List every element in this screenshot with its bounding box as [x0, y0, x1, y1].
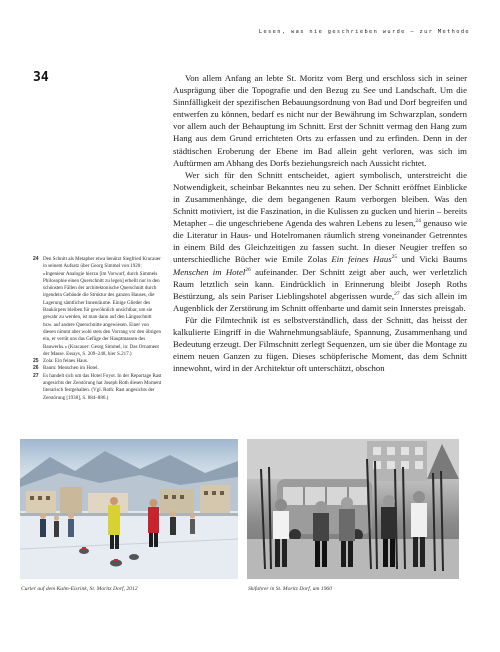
footnote-text: Baum: Menschen im Hotel.: [43, 365, 99, 372]
footnote-text: Zola: Ein feines Haus.: [43, 358, 89, 365]
footnote-ref-26[interactable]: 26: [245, 266, 251, 273]
footnote-text: Den Schnitt als Metapher etwa benützt Siegfried Kracauer in seinem Aufsatz über Georg Simmel von 1920: »Ingenieur Analogie hierzu [im Vorwurf, durch Simmels Philosophie einen Querschnitt zu legen] erhellt nur in den schönsten Fällen der architektonische Querschnitt durch irgendein Gebäude die Struktur des ganzen Hauses, die Lagerung sämtlicher Innenräume. Einige Glieder des Baukörpers bleiben für gewöhnlich unsichtbar, um sie gewahr zu werden, ist man dann auf den Längsschnitt bzw. auf andere Querschnitte angewiesen. Einer von diesen nimmt aber wohl stets den Vorrang vor den übrigen ein, er verrät uns das Gefüge der Hauptmassen des Bauwerks.« (Kracauer: Georg Simmel, in: Das Ornament der Masse. Essays, S. 209–248, hier S.217.): [43, 256, 161, 357]
page-number: 34: [33, 70, 49, 85]
footnote-24: [33, 256, 162, 358]
paragraph-2-part-b: genauso wie die Literatur in Haus- und Hotelromanen räumlich streng voneinander Getrenntes in einem Bild des Gleichzeitigen zu fassen sucht. In dieser Neugier treffen so unterschiedliche Bücher wie Emile Zolas: [173, 218, 468, 265]
running-header: [0, 0, 500, 44]
body-text: [173, 72, 467, 374]
footnote-number: 26: [33, 365, 39, 372]
book-title-zola: Ein feines Haus: [331, 254, 392, 265]
footnote-27: [33, 373, 162, 402]
paragraph-2-part-e: das sich allein im Augenblick der Zerstörung im Schnitt offenbarte und damit sein Innerstes preisgab.: [173, 290, 468, 313]
running-title: Lesen, was nie geschrieben wurde – zur Methode: [258, 29, 470, 35]
paragraph-2: [173, 169, 467, 314]
photo-curling: [20, 439, 238, 579]
footnote-number: 24: [33, 256, 39, 262]
footnote-25: [33, 358, 162, 365]
book-title-baum: Menschen im Hotel: [173, 266, 246, 277]
footnote-ref-27[interactable]: 27: [394, 290, 400, 297]
footnote-number: 27: [33, 372, 39, 379]
footnotes: [33, 256, 162, 402]
caption-skiers: Skifahrer in St. Moritz Dorf, um 1960: [248, 586, 333, 592]
curling-scene-image: [20, 439, 238, 579]
footnote-ref-24[interactable]: 24: [415, 218, 421, 225]
photo-skiers: [247, 439, 459, 579]
skiers-scene-image: [247, 439, 459, 579]
footnote-text: Es handelt sich um das Hotel Foyot. In der Reportage Rast angesichts der Zerstörung hat Joseph Roth diesen Moment literarisch festgehalten. (Vgl. Roth: Rast angesichts der Zerstörung [1938], S. 884–886.): [43, 372, 162, 401]
paragraph-3: Für die Filmtechnik ist es selbstverständlich, dass der Schnitt, das heisst der kalkulierte Eingriff in die Wahrnehmungsabläufe, Spannung, Zusammenhang und Bedeutung erzeugt. Der Filmschnitt zerlegt Sequenzen, um sie über die Montage zu einem neuen Ganzen zu fügen. Dieses schöpferische Moment, das dem Schnitt innewohnt, wird in der Architektur oft unterschätzt, obschon: [173, 314, 467, 374]
paragraph-2-part-c: und Vicki Baums: [397, 254, 468, 265]
paragraph-1: Von allem Anfang an lebte St. Moritz vom Berg und erschloss sich in seiner Ausprägung über die Topografie und den Bezug zu See und Landschaft. Um die Sinnfälligkeit der spezifischen Bebauungsordnung von Bad und Dorf begreifen und entwerfen zu können, bedarf es nicht nur der Bewährung im Schwarzplan, sondern vor allem auch der Behauptung im Schnitt. Erst der Schnitt vermag den Hang zum Hang aus dem Grund errichteten Orts zu erfassen und zu erfinden. Denn in der städtischen Eroberung der Ebene im Bad allein geht verloren, was sich im Auftürmen am Abhang des Dorfs beziehungsreich nach Aussicht richtet.: [173, 73, 467, 168]
footnote-number: 25: [33, 358, 39, 365]
footnote-26: [33, 365, 162, 372]
caption-curling: Curler auf dem Kulm-Eisrink, St. Moritz Dorf, 2012: [21, 586, 138, 592]
paragraph-2-part-d: aufeinander. Der Schnitt zeigt aber auch, wer verletzlich Raum letztlich sein kann. Eindrücklich in Erinnerung bleibt Joseph Roths Bestürzung, als sein Pariser Lieblingshotel abgerissen wurde,: [173, 266, 467, 301]
paragraph-2-part-a: Wer sich für den Schnitt entscheidet, agiert symbolisch, unterstreicht die Notwendigkeit, scheinbar Bekanntes neu zu sehen. Der Schnitt eröffnet Einblicke in Zusammenhänge, die dem begangenen Raum verborgen bleiben. Was den Schnitt motiviert, ist die Faszination, in die Kulissen zu gucken und hierin – bereits Metapher – die ungeschriebene Agenda des wahren Lebens zu lesen,: [173, 169, 467, 229]
footnote-ref-25[interactable]: 25: [391, 254, 398, 261]
